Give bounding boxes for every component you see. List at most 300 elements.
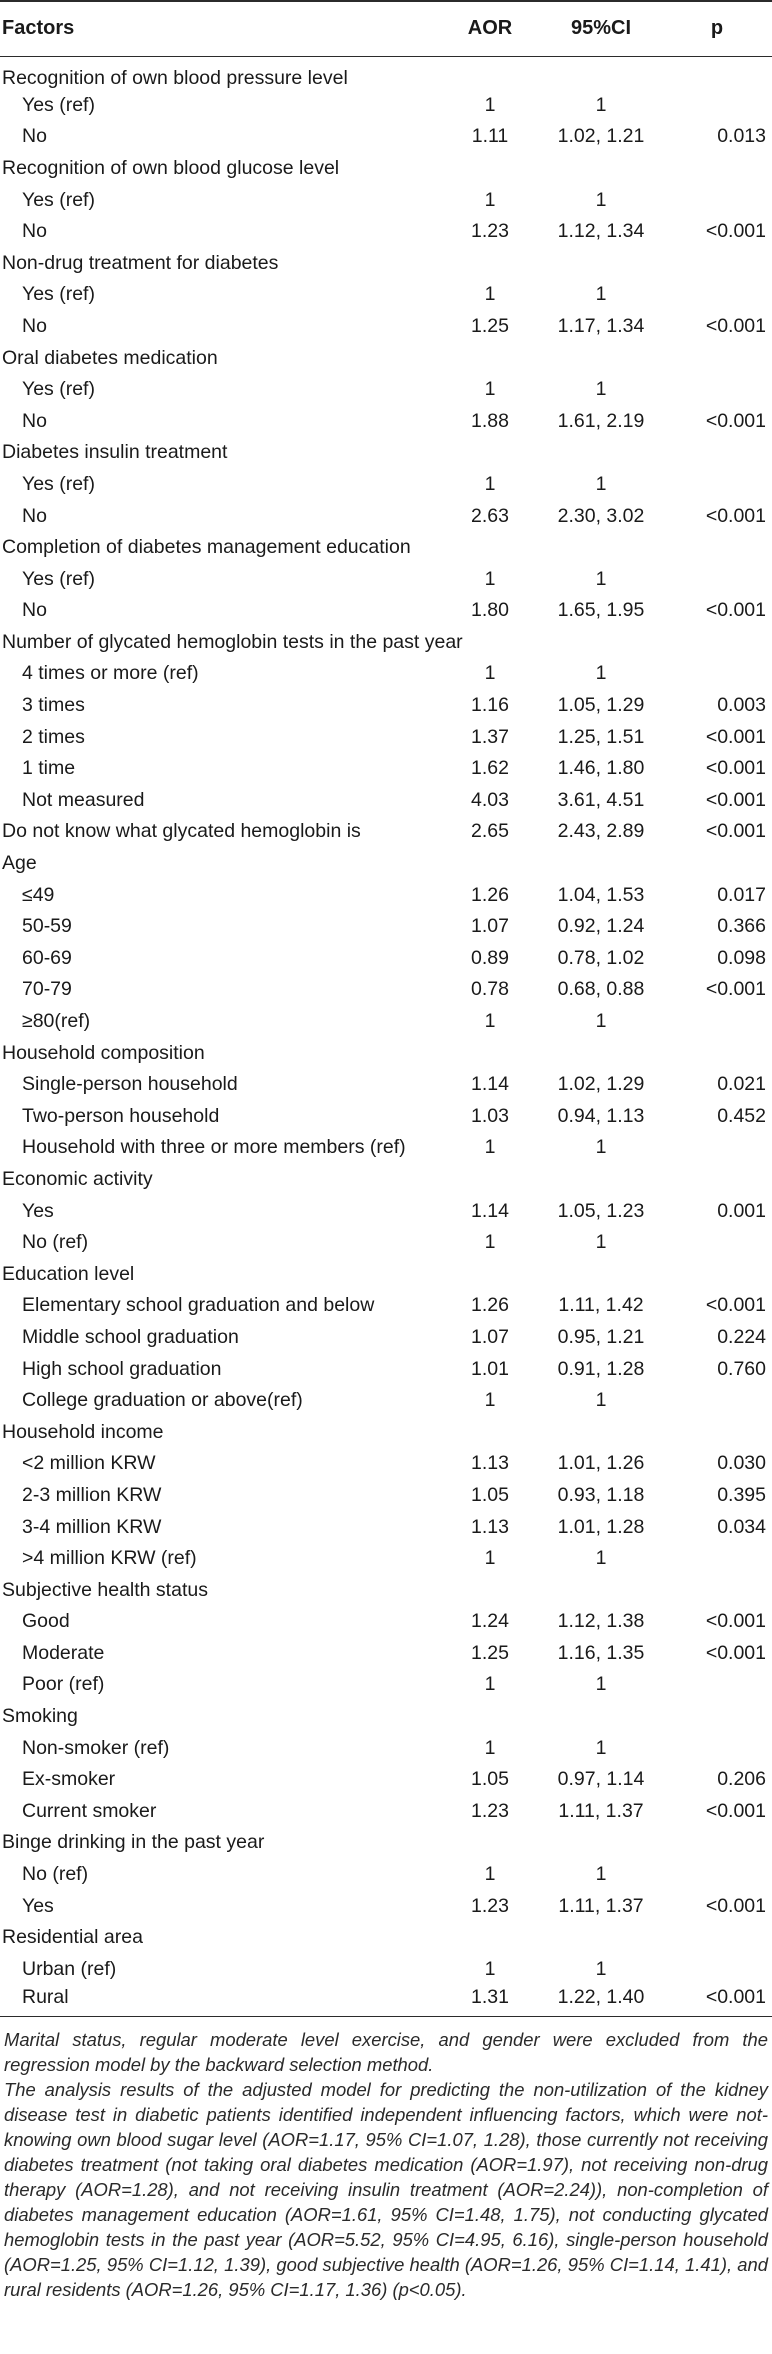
p-value-cell — [662, 1574, 772, 1606]
table-row — [0, 595, 772, 627]
p-value-cell: <0.001 — [705, 820, 766, 843]
aor-cell: 1 — [484, 1957, 496, 1980]
aor-cell — [440, 153, 540, 185]
table-row — [0, 1480, 772, 1512]
p-value-cell — [662, 184, 772, 216]
ci-cell: 3.61, 4.51 — [557, 788, 645, 811]
table-row — [0, 437, 772, 469]
p-value-cell — [662, 1258, 772, 1290]
ci-cell: 1 — [595, 662, 607, 685]
ci-cell — [540, 1164, 662, 1196]
aor-cell: 1 — [484, 1231, 496, 1254]
table-row — [0, 405, 772, 437]
ci-cell — [540, 247, 662, 279]
table-row — [0, 658, 772, 690]
table-row — [0, 1922, 772, 1954]
p-value-cell — [662, 1037, 772, 1069]
ci-cell — [540, 627, 662, 659]
ci-cell: 1.12, 1.38 — [557, 1610, 645, 1633]
ci-cell: 1.11, 1.37 — [558, 1799, 644, 1822]
factor-cell: Yes (ref) — [22, 283, 95, 306]
factor-cell: ≤49 — [22, 883, 55, 906]
table-row — [0, 974, 772, 1006]
factor-cell: Not measured — [22, 788, 145, 811]
ci-cell: 1 — [595, 378, 607, 401]
ci-cell: 1 — [595, 1389, 607, 1412]
factor-cell: Household composition — [2, 1041, 205, 1064]
table-row — [0, 1322, 772, 1354]
table-row — [0, 1954, 772, 1986]
table-row — [0, 1543, 772, 1575]
factor-cell: Yes (ref) — [22, 472, 95, 495]
aor-cell: 1.05 — [471, 1768, 509, 1791]
table-row — [0, 1890, 772, 1922]
table-row — [0, 1701, 772, 1733]
factor-cell: Oral diabetes medication — [2, 346, 218, 369]
table-row — [0, 1227, 772, 1259]
aor-cell: 1.88 — [471, 409, 509, 432]
aor-cell — [440, 1416, 540, 1448]
aor-cell: 1 — [484, 567, 496, 590]
table-row — [0, 469, 772, 501]
p-value-cell: <0.001 — [705, 314, 766, 337]
p-value-cell — [662, 374, 772, 406]
ci-cell: 1 — [595, 1136, 607, 1159]
factor-cell: Household income — [2, 1420, 164, 1443]
aor-cell: 1.25 — [471, 1641, 509, 1664]
ci-cell: 1.04, 1.53 — [557, 883, 645, 906]
aor-cell: 1.23 — [471, 220, 509, 243]
table-row — [0, 90, 772, 122]
aor-cell: 1.13 — [471, 1515, 509, 1538]
header-aor: AOR — [440, 1, 540, 56]
ci-cell: 1.22, 1.40 — [540, 1985, 662, 2017]
p-value-cell — [662, 1859, 772, 1891]
factor-cell: Number of glycated hemoglobin tests in the past year — [2, 630, 463, 653]
ci-cell: 0.92, 1.24 — [557, 915, 645, 938]
p-value-cell — [662, 279, 772, 311]
p-value-cell: 0.224 — [717, 1325, 766, 1348]
table-row — [0, 279, 772, 311]
ci-cell: 0.68, 0.88 — [557, 978, 645, 1001]
aor-cell — [440, 532, 540, 564]
factor-cell: 1 time — [22, 757, 76, 780]
aor-cell: 0.78 — [471, 978, 509, 1001]
p-value-cell — [662, 1827, 772, 1859]
factor-cell: Poor (ref) — [22, 1673, 105, 1696]
aor-cell: 1.26 — [471, 883, 509, 906]
aor-cell — [440, 247, 540, 279]
ci-cell: 1.05, 1.23 — [557, 1199, 645, 1222]
ci-cell: 0.94, 1.13 — [557, 1104, 645, 1127]
ci-cell: 1 — [595, 1673, 607, 1696]
factor-cell: Current smoker — [22, 1799, 157, 1822]
factor-cell: Subjective health status — [2, 1578, 208, 1601]
aor-cell: 4.03 — [471, 788, 509, 811]
table-row — [0, 690, 772, 722]
ci-cell: 1 — [595, 1957, 607, 1980]
factor-cell: No — [22, 409, 47, 432]
p-value-cell: <0.001 — [705, 757, 766, 780]
table-row — [0, 1574, 772, 1606]
p-value-cell: 0.021 — [717, 1073, 766, 1096]
p-value-cell: 0.366 — [717, 915, 766, 938]
aor-cell — [440, 1037, 540, 1069]
aor-cell: 1 — [484, 1010, 496, 1033]
factor-cell: No (ref) — [22, 1863, 89, 1886]
aor-cell: 1.24 — [471, 1610, 509, 1633]
p-value-cell — [662, 1954, 772, 1986]
aor-cell: 1.01 — [471, 1357, 509, 1380]
table-row — [0, 1732, 772, 1764]
table-row — [0, 1132, 772, 1164]
aor-cell: 1 — [484, 472, 496, 495]
p-value-cell — [662, 1732, 772, 1764]
table-row — [0, 1985, 772, 2017]
p-value-cell — [662, 848, 772, 880]
ci-cell — [540, 153, 662, 185]
factor-cell: 50-59 — [22, 915, 72, 938]
p-value-cell: 0.017 — [717, 883, 766, 906]
aor-cell — [440, 1164, 540, 1196]
aor-cell: 2.63 — [471, 504, 509, 527]
table-row — [0, 721, 772, 753]
aor-cell: 1 — [484, 1863, 496, 1886]
ci-cell: 1.02, 1.21 — [557, 125, 645, 148]
factor-cell: 4 times or more (ref) — [22, 662, 199, 685]
ci-cell: 1 — [595, 1231, 607, 1254]
ci-cell: 0.93, 1.18 — [557, 1483, 645, 1506]
table-row — [0, 1796, 772, 1828]
p-value-cell — [662, 1416, 772, 1448]
aor-cell: 2.65 — [471, 820, 509, 843]
p-value-cell: 0.098 — [717, 946, 766, 969]
aor-cell: 1.07 — [471, 1325, 509, 1348]
factor-cell: ≥80(ref) — [22, 1010, 91, 1033]
ci-cell: 1 — [595, 1863, 607, 1886]
p-value-cell — [662, 56, 772, 90]
factor-cell: Non-smoker (ref) — [22, 1736, 170, 1759]
p-value-cell: <0.001 — [705, 1894, 766, 1917]
factor-cell: 2 times — [22, 725, 85, 748]
table-row — [0, 1006, 772, 1038]
table-row — [0, 943, 772, 975]
ci-cell: 1 — [595, 472, 607, 495]
table-row — [0, 1416, 772, 1448]
factor-cell: 70-79 — [22, 978, 72, 1001]
ci-cell: 1.01, 1.28 — [557, 1515, 645, 1538]
table-row — [0, 753, 772, 785]
factor-cell: Urban (ref) — [22, 1957, 117, 1980]
table-row — [0, 1195, 772, 1227]
aor-cell — [440, 437, 540, 469]
table-row — [0, 500, 772, 532]
p-value-cell — [662, 90, 772, 122]
p-value-cell: <0.001 — [705, 599, 766, 622]
ci-cell — [540, 1701, 662, 1733]
factor-cell: Single-person household — [22, 1073, 238, 1096]
factor-cell: No — [22, 599, 47, 622]
ci-cell: 2.30, 3.02 — [557, 504, 645, 527]
ci-cell: 0.91, 1.28 — [557, 1357, 645, 1380]
note-exclusion: Marital status, regular moderate level exercise, and gender were excluded from the regression model by the backward selection method. — [4, 2029, 768, 2076]
factor-cell: Rural — [0, 1985, 440, 2017]
table-row — [0, 627, 772, 659]
factor-cell: Elementary school graduation and below — [22, 1294, 375, 1317]
ci-cell: 1 — [595, 1736, 607, 1759]
p-value-cell — [662, 627, 772, 659]
ci-cell — [540, 1037, 662, 1069]
aor-cell: 1.37 — [471, 725, 509, 748]
p-value-cell: 0.760 — [717, 1357, 766, 1380]
factor-cell: Yes (ref) — [22, 567, 95, 590]
aor-cell: 1.31 — [440, 1985, 540, 2017]
header-p: p — [662, 1, 772, 56]
p-value-cell: <0.001 — [705, 409, 766, 432]
factor-cell: No — [22, 220, 47, 243]
p-value-cell — [662, 1385, 772, 1417]
ci-cell: 1 — [595, 1010, 607, 1033]
p-value-cell — [662, 1701, 772, 1733]
table-row — [0, 532, 772, 564]
table-row — [0, 1827, 772, 1859]
p-value-cell — [662, 658, 772, 690]
aor-cell: 1.07 — [471, 915, 509, 938]
aor-cell: 1 — [484, 1736, 496, 1759]
factor-cell: Completion of diabetes management education — [2, 536, 411, 559]
factor-cell: No — [22, 504, 47, 527]
ci-cell — [540, 1827, 662, 1859]
p-value-cell: <0.001 — [705, 1641, 766, 1664]
ci-cell — [540, 437, 662, 469]
aor-cell: 0.89 — [471, 946, 509, 969]
aor-cell — [440, 342, 540, 374]
table-row — [0, 1164, 772, 1196]
ci-cell: 1.11, 1.37 — [558, 1894, 644, 1917]
p-value-cell — [662, 469, 772, 501]
p-value-cell: 0.003 — [717, 694, 766, 717]
factor-cell: No — [22, 314, 47, 337]
table-row — [0, 785, 772, 817]
factor-cell: 3-4 million KRW — [22, 1515, 162, 1538]
aor-cell: 1.14 — [471, 1199, 509, 1222]
p-value-cell: <0.001 — [705, 504, 766, 527]
factor-cell: Yes — [22, 1894, 54, 1917]
factor-cell: College graduation or above(ref) — [22, 1389, 303, 1412]
table-row — [0, 563, 772, 595]
table-row — [0, 1638, 772, 1670]
factor-cell: 2-3 million KRW — [22, 1483, 162, 1506]
table-row — [0, 184, 772, 216]
factor-cell: High school graduation — [22, 1357, 222, 1380]
p-value-cell — [662, 1006, 772, 1038]
ci-cell: 1 — [595, 283, 607, 306]
aor-cell: 1.62 — [471, 757, 509, 780]
factor-cell: Yes (ref) — [22, 188, 95, 211]
aor-cell: 1 — [484, 662, 496, 685]
ci-cell: 1.25, 1.51 — [557, 725, 645, 748]
table-header — [0, 1, 772, 56]
aor-cell: 1.13 — [471, 1452, 509, 1475]
factor-cell: No — [22, 125, 47, 148]
p-value-cell: 0.206 — [717, 1768, 766, 1791]
ci-cell — [540, 56, 662, 90]
factor-cell: Household with three or more members (ref) — [22, 1136, 406, 1159]
factor-cell: Recognition of own blood glucose level — [2, 156, 340, 179]
p-value-cell — [662, 532, 772, 564]
aor-cell: 1.03 — [471, 1104, 509, 1127]
factor-cell: Do not know what glycated hemoglobin is — [2, 820, 361, 843]
p-value-cell — [662, 1669, 772, 1701]
factor-cell: Recognition of own blood pressure level — [2, 66, 348, 89]
aor-cell — [440, 56, 540, 90]
table-row — [0, 911, 772, 943]
table-row — [0, 848, 772, 880]
factor-cell: Moderate — [22, 1641, 105, 1664]
factor-cell: 3 times — [22, 694, 85, 717]
p-value-cell — [662, 1164, 772, 1196]
ci-cell: 1.65, 1.95 — [557, 599, 645, 622]
factor-cell: Yes (ref) — [22, 378, 95, 401]
table-row — [0, 1037, 772, 1069]
factor-cell: Education level — [2, 1262, 135, 1285]
table-row — [0, 1669, 772, 1701]
ci-cell: 1 — [595, 188, 607, 211]
ci-cell — [540, 1258, 662, 1290]
p-value-cell: 0.013 — [717, 125, 766, 148]
factor-cell: Non-drug treatment for diabetes — [2, 251, 279, 274]
factor-cell: Two-person household — [22, 1104, 220, 1127]
ci-cell — [540, 342, 662, 374]
ci-cell: 2.43, 2.89 — [557, 820, 645, 843]
aor-cell — [440, 1922, 540, 1954]
aor-cell — [440, 1574, 540, 1606]
aor-cell: 1 — [484, 1389, 496, 1412]
p-value-cell — [662, 1922, 772, 1954]
table-row — [0, 1511, 772, 1543]
table-row — [0, 1101, 772, 1133]
table-row — [0, 1353, 772, 1385]
p-value-cell — [662, 563, 772, 595]
factor-cell: Good — [22, 1610, 70, 1633]
p-value-cell: <0.001 — [705, 1799, 766, 1822]
header-factors: Factors — [0, 1, 440, 56]
p-value-cell — [662, 153, 772, 185]
aor-cell: 1.25 — [471, 314, 509, 337]
table-row — [0, 1859, 772, 1891]
p-value-cell: <0.001 — [705, 978, 766, 1001]
factor-cell: <2 million KRW — [22, 1452, 156, 1475]
aor-cell: 1.14 — [471, 1073, 509, 1096]
factor-cell: Economic activity — [2, 1167, 153, 1190]
table-row — [0, 121, 772, 153]
factor-cell: Ex-smoker — [22, 1768, 116, 1791]
p-value-cell: 0.395 — [717, 1483, 766, 1506]
table-row — [0, 247, 772, 279]
factor-cell: >4 million KRW (ref) — [22, 1547, 197, 1570]
factor-cell: Age — [2, 852, 37, 875]
ci-cell: 1.61, 2.19 — [557, 409, 645, 432]
factor-cell: 60-69 — [22, 946, 72, 969]
table-body — [0, 56, 772, 2017]
table-row — [0, 311, 772, 343]
ci-cell: 0.78, 1.02 — [557, 946, 645, 969]
ci-cell: 1.16, 1.35 — [557, 1641, 645, 1664]
ci-cell: 1.02, 1.29 — [557, 1073, 645, 1096]
p-value-cell: <0.001 — [705, 725, 766, 748]
p-value-cell: <0.001 — [705, 788, 766, 811]
aor-cell: 1 — [484, 378, 496, 401]
table-row — [0, 879, 772, 911]
p-value-cell — [662, 1227, 772, 1259]
ci-cell — [540, 848, 662, 880]
aor-cell: 1.23 — [471, 1799, 509, 1822]
aor-cell: 1.23 — [471, 1894, 509, 1917]
factor-cell: Binge drinking in the past year — [2, 1831, 265, 1854]
ci-cell — [540, 532, 662, 564]
ci-cell: 1 — [595, 567, 607, 590]
p-value-cell — [662, 342, 772, 374]
p-value-cell: 0.034 — [717, 1515, 766, 1538]
aor-cell: 1.80 — [471, 599, 509, 622]
factor-cell: Smoking — [2, 1705, 78, 1728]
factor-cell: Residential area — [2, 1926, 143, 1949]
factor-cell: No (ref) — [22, 1231, 89, 1254]
ci-cell: 1.01, 1.26 — [557, 1452, 645, 1475]
table-row — [0, 374, 772, 406]
p-value-cell: <0.001 — [662, 1985, 772, 2017]
ci-cell: 1 — [595, 1547, 607, 1570]
table-row — [0, 342, 772, 374]
note-analysis: The analysis results of the adjusted model for predicting the non-utilization of the kidney disease test in diabetic patients identified independent influencing factors, which were not-knowing own blood sugar level (AOR=1.17, 95% CI=1.07, 1.28), those currently not receiving diabetes treatment (not taking oral diabetes medication (AOR=1.97), not receiving non-drug therapy (AOR=1.28), and not receiving insulin treatment (AOR=2.24)), non-completion of diabetes management education (AOR=1.61, 95% CI=1.48, 1.75), not conducting glycated hemoglobin tests in the past year (AOR=5.52, 95% CI=4.95, 6.16), single-person household (AOR=1.25, 95% CI=1.12, 1.39), good subjective health (AOR=1.26, 95% CI=1.14, 1.41), and rural residents (AOR=1.26, 95% CI=1.17, 1.36) (p<0.05). — [4, 2079, 768, 2301]
p-value-cell: <0.001 — [705, 1610, 766, 1633]
p-value-cell: <0.001 — [705, 1294, 766, 1317]
table-row — [0, 56, 772, 90]
factor-cell: Diabetes insulin treatment — [2, 441, 228, 464]
table-row — [0, 216, 772, 248]
factor-cell: Middle school graduation — [22, 1325, 239, 1348]
header-ci: 95%CI — [540, 1, 662, 56]
factor-cell: Yes — [22, 1199, 54, 1222]
aor-cell: 1.16 — [471, 694, 509, 717]
ci-cell — [540, 1574, 662, 1606]
aor-cell: 1 — [484, 1547, 496, 1570]
aor-cell — [440, 848, 540, 880]
ci-cell: 1.17, 1.34 — [557, 314, 645, 337]
aor-cell: 1 — [484, 93, 496, 116]
ci-cell: 1.12, 1.34 — [557, 220, 645, 243]
p-value-cell: <0.001 — [705, 220, 766, 243]
aor-cell — [440, 1258, 540, 1290]
ci-cell: 0.97, 1.14 — [557, 1768, 645, 1791]
aor-cell: 1 — [484, 1673, 496, 1696]
aor-cell: 1.05 — [471, 1483, 509, 1506]
aor-cell — [440, 1701, 540, 1733]
p-value-cell: 0.030 — [717, 1452, 766, 1475]
table-row — [0, 1764, 772, 1796]
aor-cell: 1 — [484, 188, 496, 211]
p-value-cell: 0.452 — [717, 1104, 766, 1127]
table-row — [0, 1258, 772, 1290]
p-value-cell: 0.001 — [717, 1199, 766, 1222]
table-row — [0, 1069, 772, 1101]
table-row — [0, 1448, 772, 1480]
table-row — [0, 1385, 772, 1417]
table-notes — [0, 2017, 772, 2302]
ci-cell — [540, 1922, 662, 1954]
ci-cell: 1.11, 1.42 — [558, 1294, 644, 1317]
table-row — [0, 1290, 772, 1322]
